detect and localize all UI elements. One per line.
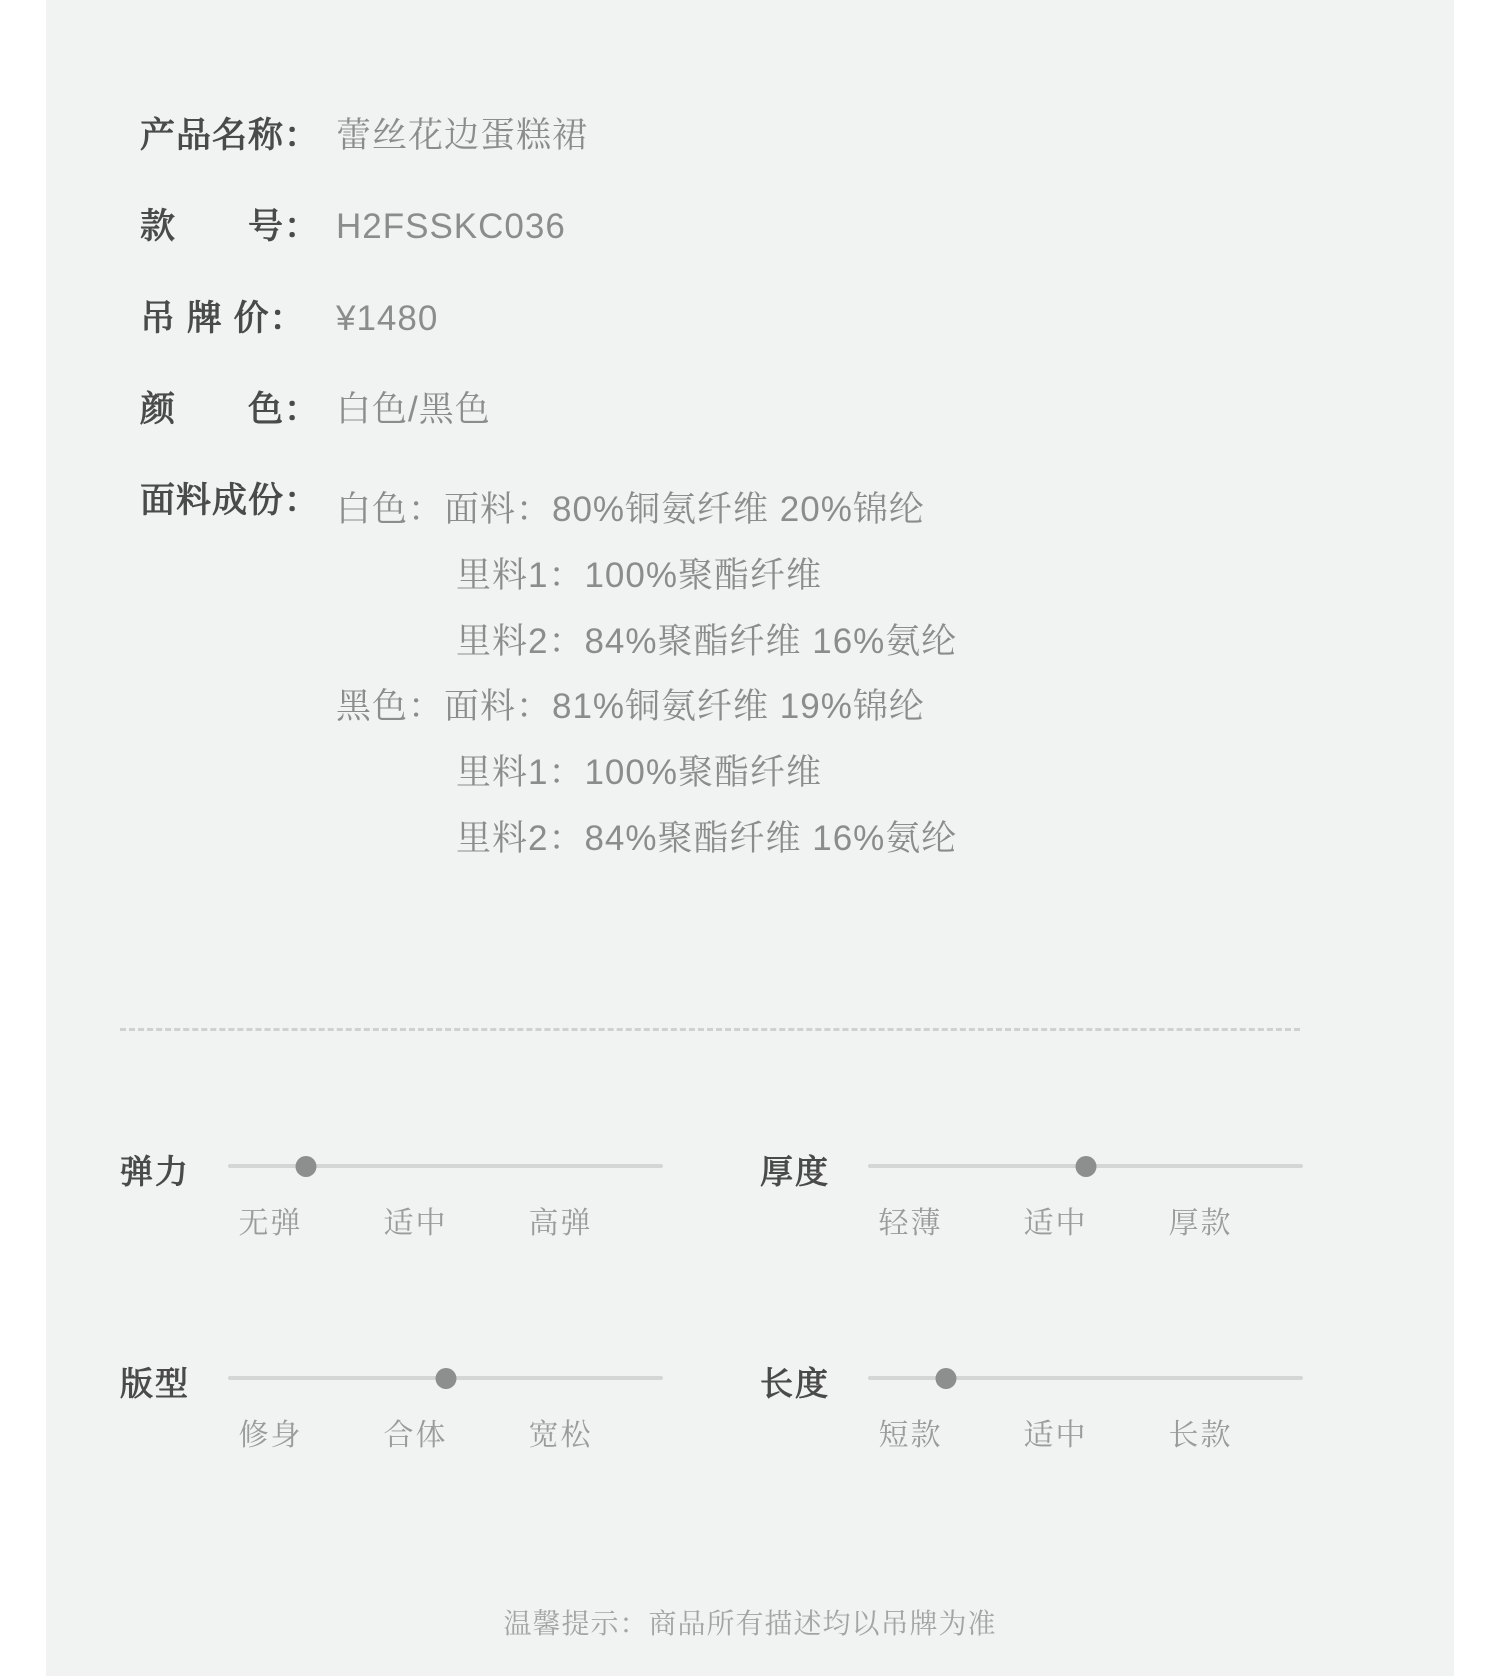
slider-tick-thickness-1: 适中 [1023, 1207, 1088, 1240]
slider-tick-fit-1: 合体 [383, 1419, 448, 1452]
spec-row-tag-price [140, 295, 1340, 342]
spec-row-color [140, 386, 1340, 433]
fabric-composition-lines [336, 477, 957, 872]
spec-label-tag-price: 吊 牌 价： [140, 298, 306, 338]
slider-label-fit: 版型 [120, 1365, 190, 1402]
left-margin-band [0, 0, 46, 1676]
spec-value-style-number: H2FSSKC036 [336, 207, 566, 247]
slider-elasticity [110, 1128, 750, 1248]
slider-ticks-fit [228, 1410, 663, 1454]
spec-label-product-name: 产品名称： [140, 116, 321, 155]
fabric-line-white-lining-2: 里料2：84%聚酯纤维 16%氨纶 [456, 621, 958, 661]
section-divider [120, 1028, 1300, 1031]
slider-track-thickness[interactable] [868, 1156, 1303, 1176]
spec-label-fabric-composition: 面料成份： [140, 481, 321, 520]
slider-tick-elasticity-2: 高弹 [528, 1207, 593, 1240]
slider-rail-length [868, 1376, 1303, 1380]
slider-tick-elasticity-1: 适中 [383, 1207, 448, 1240]
slider-tick-elasticity-0: 无弹 [238, 1207, 303, 1240]
spec-value-color: 白色/黑色 [336, 389, 491, 429]
spec-row-style-number [140, 203, 1340, 250]
spec-row-product-name [140, 112, 1340, 159]
footer-note: 温馨提示：商品所有描述均以吊牌为准 [503, 1608, 997, 1639]
slider-tick-length-2: 长款 [1168, 1419, 1233, 1452]
slider-track-elasticity[interactable] [228, 1156, 663, 1176]
slider-label-length: 长度 [760, 1365, 830, 1402]
fabric-line-black-lining-1: 里料1：100%聚酯纤维 [456, 753, 822, 793]
slider-rail-elasticity [228, 1164, 663, 1168]
fabric-line-black-shell: 黑色：面料：81%铜氨纤维 19%锦纶 [336, 687, 925, 727]
slider-knob-length[interactable] [936, 1368, 957, 1389]
spec-value-tag-price: ¥1480 [336, 298, 439, 338]
spec-row-fabric-composition [140, 477, 1340, 872]
slider-track-fit[interactable] [228, 1368, 663, 1388]
slider-ticks-length [868, 1410, 1303, 1454]
slider-label-thickness: 厚度 [760, 1153, 830, 1190]
slider-track-length[interactable] [868, 1368, 1303, 1388]
right-margin-band [1454, 0, 1500, 1676]
fabric-line-white-shell: 白色：面料：80%铜氨纤维 20%锦纶 [336, 490, 925, 529]
attribute-sliders [110, 1128, 1400, 1460]
spec-label-color: 颜 色： [140, 389, 321, 429]
slider-tick-thickness-2: 厚款 [1168, 1207, 1233, 1240]
slider-length [750, 1340, 1390, 1460]
spec-value-product-name: 蕾丝花边蛋糕裙 [336, 116, 589, 155]
slider-tick-length-0: 短款 [878, 1419, 943, 1452]
slider-ticks-thickness [868, 1198, 1303, 1242]
slider-knob-fit[interactable] [435, 1368, 456, 1389]
slider-thickness [750, 1128, 1390, 1248]
slider-tick-length-1: 适中 [1023, 1419, 1088, 1452]
slider-knob-elasticity[interactable] [296, 1156, 317, 1177]
slider-label-elasticity: 弹力 [120, 1153, 190, 1190]
slider-tick-fit-0: 修身 [238, 1419, 303, 1452]
slider-tick-thickness-0: 轻薄 [878, 1207, 943, 1240]
slider-ticks-elasticity [228, 1198, 663, 1242]
slider-knob-thickness[interactable] [1075, 1156, 1096, 1177]
spec-label-style-number: 款 号： [140, 207, 321, 247]
slider-tick-fit-2: 宽松 [528, 1419, 593, 1452]
product-spec-list [140, 112, 1340, 872]
fabric-line-black-lining-2: 里料2：84%聚酯纤维 16%氨纶 [456, 818, 958, 858]
slider-fit [110, 1340, 750, 1460]
fabric-line-white-lining-1: 里料1：100%聚酯纤维 [456, 555, 822, 595]
